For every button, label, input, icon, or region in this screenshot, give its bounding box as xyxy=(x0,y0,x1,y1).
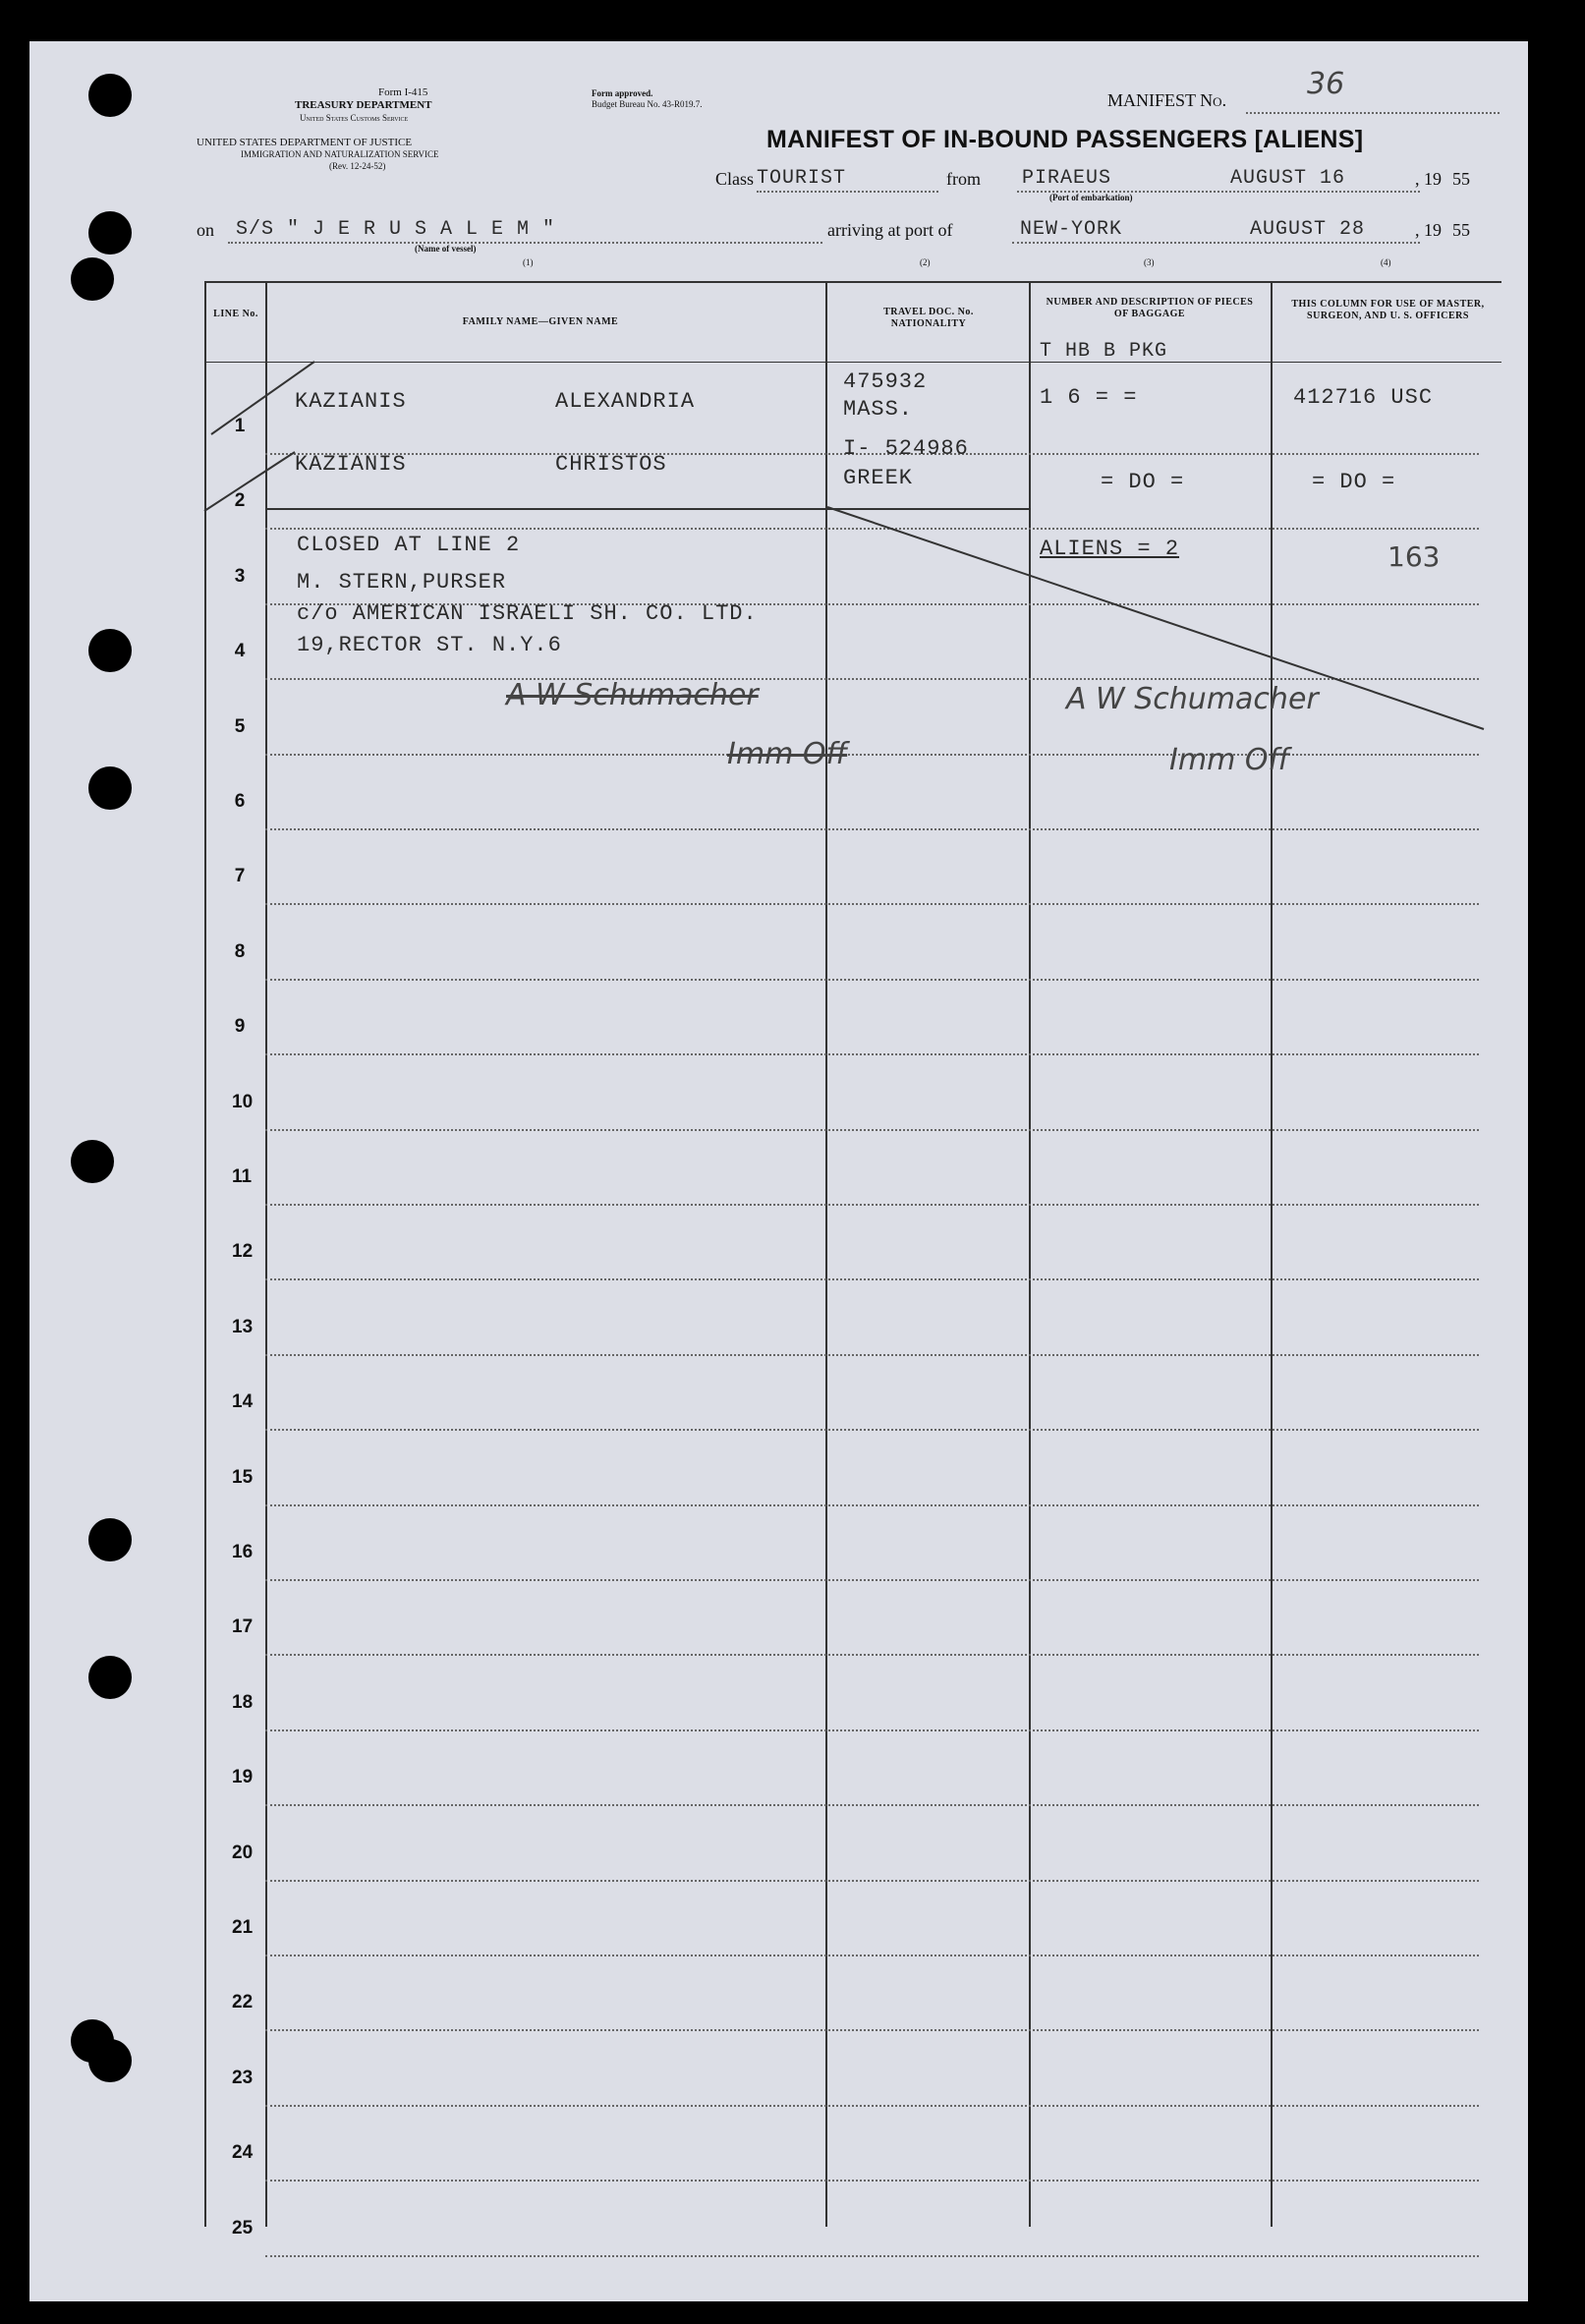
col-header-travel-doc: TRAVEL DOC. No. NATIONALITY xyxy=(883,307,974,329)
row-line xyxy=(265,2180,1479,2182)
row-line xyxy=(265,1880,1479,1882)
arrival-year-prefix: , 19 xyxy=(1415,220,1442,240)
col-header-name: FAMILY NAME—GIVEN NAME xyxy=(462,316,619,327)
punch-hole xyxy=(88,2039,132,2082)
row-number: 4 xyxy=(234,641,246,661)
row-line xyxy=(265,979,1479,981)
depart-date: AUGUST 16 xyxy=(1230,167,1346,190)
row-number: 7 xyxy=(234,866,246,886)
row-number: 25 xyxy=(232,2218,254,2239)
form-number: Form I-415 xyxy=(378,86,428,98)
row-number: 1 xyxy=(234,416,246,436)
col-num-1: (1) xyxy=(523,257,534,267)
from-label: from xyxy=(946,169,981,189)
passenger-2-officer: = DO = xyxy=(1312,470,1396,494)
punch-hole xyxy=(88,766,132,810)
aliens-count: ALIENS = 2 xyxy=(1040,537,1180,561)
passenger-2-family: KAZIANIS xyxy=(295,452,407,477)
arrival-year: 55 xyxy=(1452,220,1470,240)
passenger-1-doc: 475932 xyxy=(843,369,928,394)
revision: (Rev. 12-24-52) xyxy=(329,161,386,171)
row-number: 13 xyxy=(232,1317,254,1337)
row-number: 17 xyxy=(232,1616,254,1637)
baggage-subheader: T HB B PKG xyxy=(1040,340,1168,363)
class-value: TOURIST xyxy=(757,167,847,190)
row-number: 12 xyxy=(232,1241,254,1262)
signature-1: A W Schumacher xyxy=(506,678,759,712)
row-number: 23 xyxy=(232,2068,254,2088)
row-number: 22 xyxy=(232,1992,254,2012)
col-header-line: LINE No. xyxy=(213,309,258,319)
signature-1-title: Imm Off xyxy=(727,737,848,771)
row-line xyxy=(265,1278,1479,1280)
row-line xyxy=(265,2255,1479,2257)
customs-service: United States Customs Service xyxy=(300,113,409,123)
row-number: 6 xyxy=(234,791,246,812)
row-line xyxy=(265,1729,1479,1731)
form-approved: Form approved. xyxy=(592,88,653,98)
manifest-number: 36 xyxy=(1307,67,1345,101)
row-line xyxy=(265,1204,1479,1206)
row-number: 20 xyxy=(232,1842,254,1863)
row-number: 11 xyxy=(232,1166,253,1187)
row-number: 18 xyxy=(232,1692,254,1713)
passenger-1-family: KAZIANIS xyxy=(295,389,407,414)
passenger-2-doc: I- 524986 xyxy=(843,436,969,461)
manifest-page xyxy=(29,41,1528,2301)
row-number: 15 xyxy=(232,1467,254,1488)
row-line xyxy=(265,1429,1479,1431)
passenger-1-nationality: MASS. xyxy=(843,397,914,422)
passenger-1-baggage: 1 6 = = xyxy=(1040,385,1138,410)
punch-hole xyxy=(88,1518,132,1561)
justice-dept: UNITED STATES DEPARTMENT OF JUSTICE xyxy=(197,137,413,148)
row-line xyxy=(265,1354,1479,1356)
closed-note: CLOSED AT LINE 2 xyxy=(297,533,521,557)
row-number: 9 xyxy=(234,1016,246,1037)
row-number: 2 xyxy=(234,490,246,511)
manifest-label: MANIFEST No. xyxy=(1107,90,1227,110)
port-caption: (Port of embarkation) xyxy=(1049,193,1133,202)
row-line xyxy=(265,1955,1479,1956)
row-number: 5 xyxy=(234,716,246,737)
row-number: 19 xyxy=(232,1767,254,1787)
row-line xyxy=(265,528,1479,530)
punch-hole xyxy=(88,629,132,672)
row-line xyxy=(265,2029,1479,2031)
row-line xyxy=(265,1053,1479,1055)
punch-hole xyxy=(88,74,132,117)
tally-count: 163 xyxy=(1387,540,1441,573)
row-number: 21 xyxy=(232,1917,254,1938)
on-label: on xyxy=(197,220,214,240)
depart-year: 55 xyxy=(1452,169,1470,189)
col-header-officers: THIS COLUMN FOR USE OF MASTER, SURGEON, AND U. S. OFFICERS xyxy=(1291,299,1485,321)
row-number: 3 xyxy=(234,566,246,587)
row-line xyxy=(265,828,1479,830)
row-number: 16 xyxy=(232,1542,254,1562)
table-left-border xyxy=(204,281,206,2227)
vessel-name: S/S " J E R U S A L E M " xyxy=(236,218,556,241)
col-num-2: (2) xyxy=(920,257,931,267)
punch-hole xyxy=(71,257,114,301)
ins-service: IMMIGRATION AND NATURALIZATION SERVICE xyxy=(241,149,439,159)
budget-bureau: Budget Bureau No. 43-R019.7. xyxy=(592,99,703,109)
passenger-1-given: ALEXANDRIA xyxy=(555,389,696,414)
col-header-baggage: NUMBER AND DESCRIPTION OF PIECES OF BAGGAGE xyxy=(1046,297,1254,319)
row-line xyxy=(265,1654,1479,1656)
row-line xyxy=(265,1804,1479,1806)
depart-year-prefix: , 19 xyxy=(1415,169,1442,189)
col-num-4: (4) xyxy=(1381,257,1391,267)
row-number: 14 xyxy=(232,1391,254,1412)
purser-name: M. STERN,PURSER xyxy=(297,570,507,595)
purser-address: 19,RECTOR ST. N.Y.6 xyxy=(297,633,562,657)
punch-hole xyxy=(88,211,132,255)
signature-2-title: Imm Off xyxy=(1169,743,1290,777)
row-number: 8 xyxy=(234,941,246,962)
row-number: 24 xyxy=(232,2142,254,2163)
vessel-caption: (Name of vessel) xyxy=(415,244,477,254)
row-line xyxy=(265,754,1479,756)
from-value: PIRAEUS xyxy=(1022,167,1112,190)
table-top-border xyxy=(204,281,1501,283)
row-line xyxy=(265,1579,1479,1581)
row-line xyxy=(265,2105,1479,2107)
purser-company: c/o AMERICAN ISRAELI SH. CO. LTD. xyxy=(297,601,758,626)
page-title: MANIFEST OF IN-BOUND PASSENGERS [ALIENS] xyxy=(766,126,1364,153)
arrival-date: AUGUST 28 xyxy=(1250,218,1366,241)
row-line xyxy=(265,903,1479,905)
arrival-port: NEW-YORK xyxy=(1020,218,1123,241)
col-num-3: (3) xyxy=(1144,257,1155,267)
row-number: 10 xyxy=(232,1092,254,1112)
arriving-label: arriving at port of xyxy=(827,220,953,240)
passenger-1-officer: 412716 USC xyxy=(1293,385,1434,410)
passenger-2-baggage: = DO = xyxy=(1101,470,1185,494)
row-line xyxy=(265,1504,1479,1506)
passenger-2-nationality: GREEK xyxy=(843,466,914,490)
row-line xyxy=(265,1129,1479,1131)
punch-hole xyxy=(88,1656,132,1699)
punch-hole xyxy=(71,1140,114,1183)
signature-2: A W Schumacher xyxy=(1066,682,1319,716)
treasury-dept: TREASURY DEPARTMENT xyxy=(295,99,432,111)
class-label: Class xyxy=(715,169,755,189)
passenger-2-given: CHRISTOS xyxy=(555,452,667,477)
row-line xyxy=(265,678,1479,680)
